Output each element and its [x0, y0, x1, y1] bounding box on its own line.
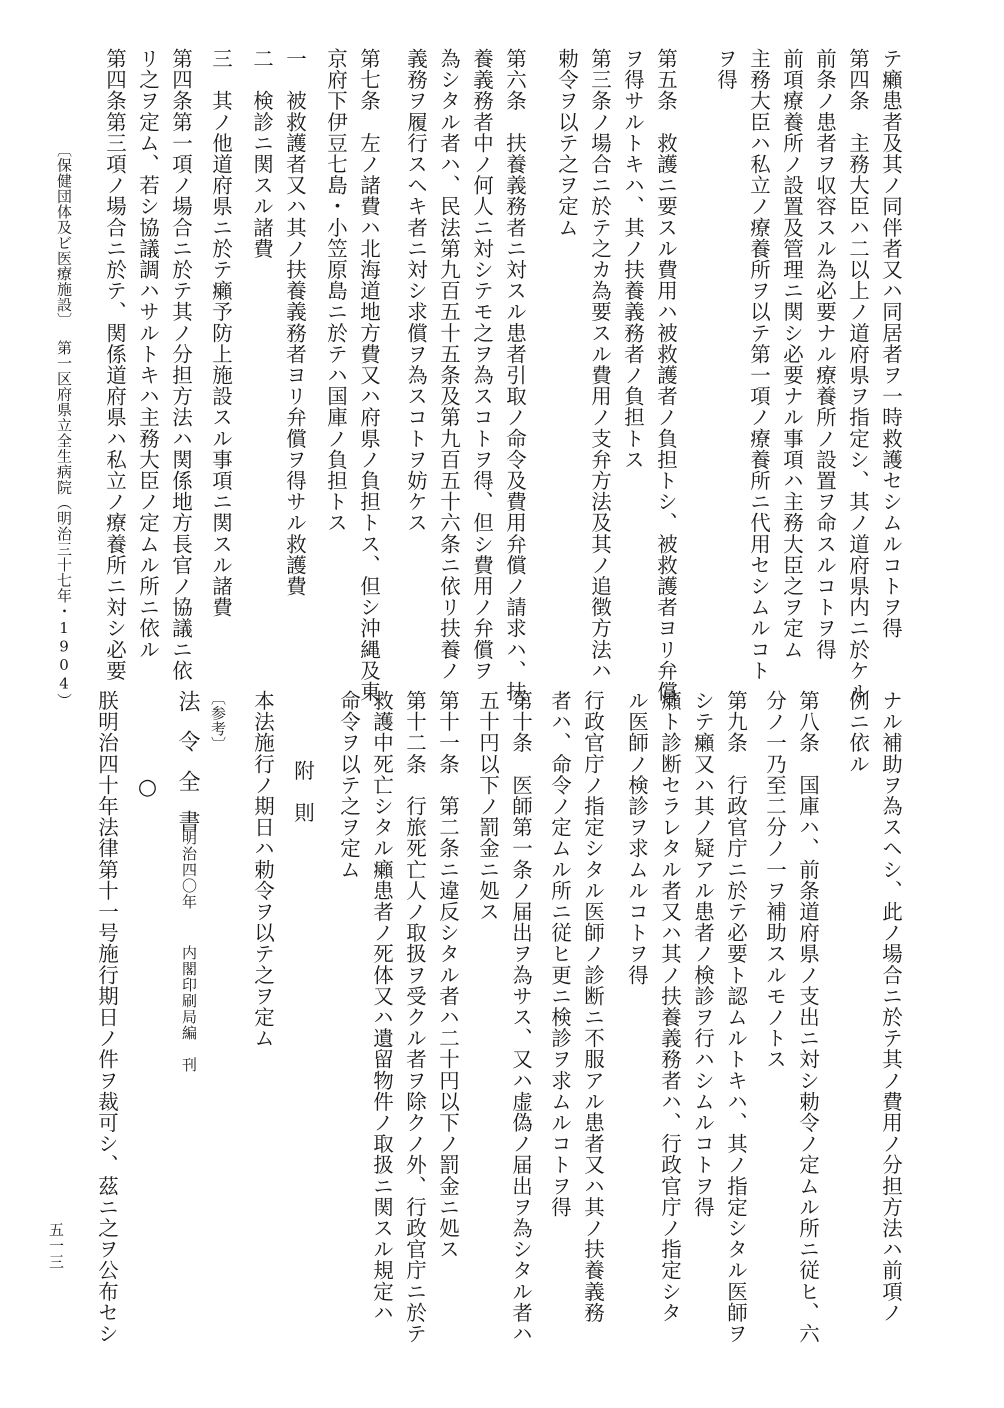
reference-year: 明治四〇年	[180, 830, 198, 910]
reference-publisher: 内閣印刷局編 刊	[180, 945, 198, 1073]
appendix-heading: 附 則	[290, 760, 315, 824]
lower-column-2: 例ニ依ル	[845, 690, 870, 775]
header-facility: 第一区府県立全生病院	[55, 340, 73, 495]
lower-column-8: ル医師ノ検診ヲ求ムルコトヲ得	[624, 690, 649, 986]
upper-column-14: 義務ヲ履行スヘキ者ニ対シ求償ヲ為スコトヲ妨ケス	[403, 48, 428, 534]
lower-column-3: 第八条 国庫ハ、前条道府県ノ支出ニ対シ勅令ノ定ムル所ニ従ヒ、六	[795, 690, 820, 1345]
page-number: 五一三	[47, 1222, 65, 1270]
upper-column-13: 為シタル者ハ、民法第九百五十五条及第九百五十六条ニ依リ扶養ノ	[436, 48, 461, 681]
circle-mark: ○	[135, 775, 160, 801]
reference-label: 〔参考〕	[209, 690, 227, 752]
lower-column-12: 五十円以下ノ罰金ニ処ス	[475, 690, 500, 923]
upper-column-1: テ癩患者及其ノ同伴者又ハ同居者ヲ一時救護セシムルコトヲ得	[878, 48, 903, 639]
upper-column-16: 京府下伊豆七島・小笠原島ニ於テハ国庫ノ負担トス	[323, 48, 348, 534]
lower-column-16: 命令ヲ以テ之ヲ定ム	[336, 690, 361, 880]
upper-column-7: 第五条 救護ニ要スル費用ハ被救護者ノ負担トシ、被救護者ヨリ弁償	[653, 48, 678, 703]
upper-column-12: 養義務者中ノ何人ニ対シテモ之ヲ為スコトヲ得、但シ費用ノ弁償ヲ	[469, 48, 494, 681]
reference-final-line: 朕明治四十年法律第十一号施行期日ノ件ヲ裁可シ、茲ニ之ヲ公布セシ	[94, 690, 119, 1345]
reference-book-title: 法令全書	[175, 690, 200, 850]
lower-column-13: 第十一条 第二条ニ違反シタル者ハ二十円以下ノ罰金ニ処ス	[435, 690, 460, 1260]
lower-column-1: ナル補助ヲ為スヘシ、此ノ場合ニ於テ其ノ費用ノ分担方法ハ前項ノ	[878, 690, 903, 1323]
lower-column-10: 者ハ、命令ノ定ムル所ニ従ヒ更ニ検診ヲ求ムルコトヲ得	[547, 690, 572, 1218]
upper-column-4: 前項療養所ノ設置及管理ニ関シ必要ナル事項ハ主務大臣之ヲ定ム	[779, 48, 804, 660]
upper-column-6: ヲ得	[713, 48, 738, 91]
header-section: 〔保健団体及ビ医療施設〕	[55, 142, 73, 328]
upper-column-20: 第四条第一項ノ場合ニ於テ其ノ分担方法ハ関係地方長官ノ協議ニ依	[168, 48, 193, 681]
upper-column-2: 第四条 主務大臣ハ二以上ノ道府県ヲ指定シ、其ノ道府県内ニ於ケル	[845, 48, 870, 703]
upper-column-18: 二 検診ニ関スル諸費	[249, 48, 274, 259]
upper-column-17: 一 被救護者又ハ其ノ扶養義務者ヨリ弁償ヲ得サル救護費	[282, 48, 307, 597]
lower-column-6: シテ癩又ハ其ノ疑アル患者ノ検診ヲ行ハシムルコトヲ得	[690, 690, 715, 1218]
appendix-text: 本法施行ノ期日ハ勅令ヲ以テ之ヲ定ム	[250, 690, 275, 1049]
upper-column-19: 三 其ノ他道府県ニ於テ癩予防上施設スル事項ニ関スル諸費	[208, 48, 233, 618]
upper-column-22: 第四条第三項ノ場合ニ於テ、関係道府県ハ私立ノ療養所ニ対シ必要	[102, 48, 127, 681]
lower-column-9: 行政官庁ノ指定シタル医師ノ診断ニ不服アル患者又ハ其ノ扶養義務	[580, 690, 605, 1323]
upper-column-3: 前条ノ患者ヲ収容スル為必要ナル療養所ノ設置ヲ命スルコトヲ得	[812, 48, 837, 660]
lower-column-5: 第九条 行政官庁ニ於テ必要ト認ムルトキハ、其ノ指定シタル医師ヲ	[723, 690, 748, 1345]
upper-column-9: 第三条ノ場合ニ於テ之カ為要スル費用ノ支弁方法及其ノ追徴方法ハ	[587, 48, 612, 681]
header-era: （明治三十七年・1904）	[55, 495, 73, 709]
upper-column-5: 主務大臣ハ私立ノ療養所ヲ以テ第一項ノ療養所ニ代用セシムルコト	[746, 48, 771, 681]
upper-column-8: ヲ得サルトキハ、其ノ扶養義務者ノ負担トス	[620, 48, 645, 470]
lower-column-14: 第十二条 行旅死亡人ノ取扱ヲ受クル者ヲ除クノ外、行政官庁ニ於テ	[402, 690, 427, 1345]
upper-column-21: リ之ヲ定ム、若シ協議調ハサルトキハ主務大臣ノ定ムル所ニ依ル	[135, 48, 160, 660]
upper-column-10: 勅令ヲ以テ之ヲ定ム	[554, 48, 579, 238]
upper-column-15: 第七条 左ノ諸費ハ北海道地方費又ハ府県ノ負担トス、但シ沖縄及東	[356, 48, 381, 703]
lower-column-4: 分ノ一乃至二分ノ一ヲ補助スルモノトス	[762, 690, 787, 1070]
lower-column-7: 癩ト診断セラレタル者又ハ其ノ扶養義務者ハ、行政官庁ノ指定シタ	[657, 690, 682, 1323]
upper-column-11: 第六条 扶養義務者ニ対スル患者引取ノ命令及費用弁償ノ請求ハ、扶	[502, 48, 527, 703]
lower-column-15: 救護中死亡シタル癩患者ノ死体又ハ遺留物件ノ取扱ニ関スル規定ハ	[369, 690, 394, 1323]
lower-column-11: 第十条 医師第一条ノ届出ヲ為サス、又ハ虚偽ノ届出ヲ為シタル者ハ	[508, 690, 533, 1345]
